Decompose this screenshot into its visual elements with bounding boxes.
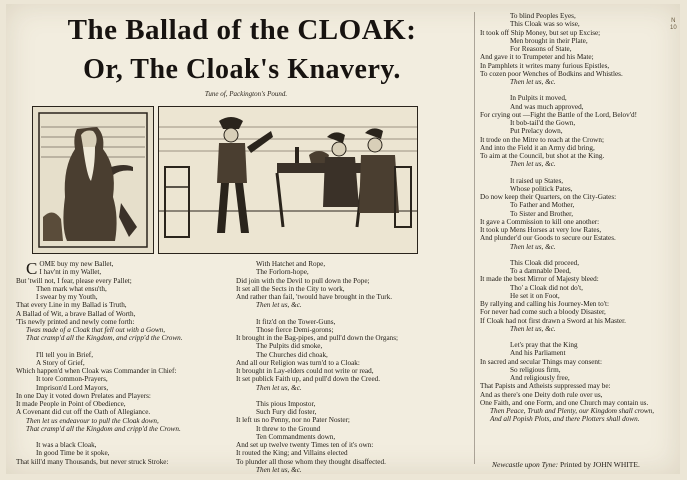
verse-line: It bob-tail'd the Gown, [510,119,576,127]
verse-line: He set it on Foot, [510,291,560,300]
verse-line: It was a black Cloak, [36,441,97,449]
verse-line: For never had come such a bloody Disaster, [480,308,606,317]
verse-line: Men brought in their Plate, [510,36,588,45]
ballad-title: The Ballad of the CLOAK: [67,14,417,46]
verse-line: That Papists and Atheists suppressed may be: [480,382,611,391]
verse-line: That cramp'd all the Kingdom and cripp'd the Crown. [26,424,181,433]
imprint [492,460,684,469]
verse-line: To Father and Mother, [510,201,575,210]
verse-line: And all Popish Plots, and there Plotters shall down. [490,415,640,424]
drop-cap: C [26,259,38,278]
verse-line: And rather than fail, 'twould have brought in the Turk. [236,293,393,301]
verse-line: I swear by my Youth, [36,293,98,301]
verse-line: It trode on the Mitre to reach at the Crown; [480,135,604,144]
verse-line: It threw to the Ground [256,424,321,433]
verse-line: It took off Ship Money, but set up Excise; [480,28,601,37]
ballad-subtitle: Or, The Cloak's Knavery. [83,54,401,85]
verse-line: It routed the King; and Villains elected [236,449,348,458]
verse-line: And all our Religion was turn'd to a Cloak: [236,358,360,367]
woodcut-old-man-image [32,106,154,254]
verse-line: And into the Field it an Army did bring, [480,143,595,152]
verse-line: Twas made of a Cloak that fell out with a Gown, [26,326,166,334]
library-stamp [670,18,677,32]
verse-line: One Faith, and one Form, and one Church may contain us. [480,398,649,407]
verse-line: It made the best Mirror of Majesty bleed: [480,275,599,284]
verse-line: To Sister and Brother, [510,209,574,218]
verse-line: In Pamphlets it writes many furious Epistles, [480,61,610,70]
verse-line [16,433,230,441]
verse-line: Did join with the Devil to pull down the Pope; [236,276,370,285]
verse-line: Then let us endeavour to pull the Cloak down, [26,416,159,425]
verse-line: To plunder all those whom they thought disaffected. [236,457,386,466]
verse-line [16,343,230,351]
verse-line: Imprison'd Lord Mayors, [36,383,109,392]
verse-line: In one Day it voted down Prelates and Players: [16,391,151,400]
verse-line: Those fierce Demi-gorons; [256,325,334,334]
verse-line: And set up twelve twenty Times ten of it's own: [236,441,374,449]
verse-line: In Pulpits it moved, [510,94,567,103]
verse-line: It fitz'd on the Tower-Guns, [256,317,336,326]
verse-line: This pious Impostor, [256,399,316,408]
verse-line: To aim at the Council, but shot at the King. [480,152,605,160]
verse-line: In good Time be it spoke, [36,449,110,458]
verse-line: The Forlorn-hope, [256,268,309,277]
verse-line [480,251,676,259]
verse-line: The Churches did choak, [256,350,328,359]
woodcut-tavern-scene-image [158,106,418,254]
stamp-line-1: N [671,18,676,24]
verse-line: It set publick Faith up, and pull'd down the Creed. [236,375,381,384]
verse-line [480,169,676,177]
verse-line [226,310,472,318]
verse-line: And plunder'd our Goods to secure our Estates. [480,234,616,243]
tune-note: Tune of, Packington's Pound. [204,90,288,98]
verse-line: It took up Mens Horses at very low Rates, [480,226,602,234]
verse-line: That cramp'd all the Kingdom, and cripp'd the Crown. [26,334,183,343]
verse-line: With Hatchet and Rope, [256,260,326,268]
verse-line: It brought in the Bag-pipes, and pull'd down the Organs; [236,334,399,342]
verse-line: Let's pray that the King [510,341,578,349]
verse-line: Then mark what ensu'th, [36,284,107,293]
verse-line: And as there's one Deity doth rule over us, [480,390,603,399]
verse-line: 'Tis newly printed and newly come forth: [16,317,135,326]
verse-line: For crying out —Fight the Battle of the Lord, Belov'd! [480,110,638,119]
verse-line: And gave it to Trumpeter and his Mate; [480,53,594,62]
verse-line: Whose politick Pates, [510,184,573,193]
verse-line: I hav'nt in my Wallet, [39,268,102,277]
verse-column-2 [226,260,472,474]
verse-line: Then let us, &c. [510,78,556,86]
verse-line: Which happen'd when Cloak was Commander in Chief: [16,367,177,375]
verse-line: It gave a Commission to kill one another: [480,217,600,226]
verse-line: It tore Common-Prayers, [36,375,108,384]
verse-line [480,333,676,341]
verse-line: To blind Peoples Eyes, [510,12,576,20]
verse-column-1 [16,260,230,466]
verse-line: It set all the Sects in the City to work, [236,284,345,293]
column-divider [474,12,475,464]
verse-line: To a damnable Deed, [510,267,571,275]
verse-line: For Reasons of State, [510,45,572,53]
verse-line: Tho' a Cloak did not do't, [510,283,583,292]
verse-line: If Cloak had not first drawn a Sword at his Master. [480,316,626,325]
broadside-sheet [6,4,680,474]
verse-line: Then let us, &c. [510,324,556,333]
verse-line: By rallying and calling his Journey-Men to't: [480,300,610,308]
verse-line: To cozen poor Wenches of Bodkins and Whistles. [480,69,623,78]
verse-line: And his Parliament [510,349,566,358]
verse-line: It raised up States, [510,176,564,185]
verse-line: The Pulpits did smoke, [256,342,323,351]
verse-line: That kill'd many Thousands, but never struck Stroke: [16,457,169,466]
verse-line: So religious firm, [510,365,561,374]
stamp-line-2: 10 [670,25,677,31]
imprint-place: Newcastle upon Tyne: [492,460,559,469]
verse-line [480,86,676,94]
verse-line: Do now keep their Quarters, on the City-Gates: [480,193,617,201]
verse-line: And was much approved, [510,102,584,111]
verse-line: Then let us, &c. [510,160,556,169]
verse-line: This Cloak did proceed, [510,258,580,267]
imprint-printer: Printed by JOHN WHITE. [559,460,640,469]
verse-line: It brought in Lay-elders could not write or read, [236,367,374,375]
verse-line: Then Peace, Truth and Plenty, our Kingdom shall crown, [490,407,655,415]
verse-line: Then let us, &c. [256,301,302,310]
verse-line-text: OME buy my new Ballet, [39,260,114,268]
verse-line: Then let us, &c. [256,383,302,392]
verse-line: A Ballad of Wit, a brave Ballad of Worth, [16,309,136,318]
verse-line: Such Fury did foster, [256,408,317,416]
verse-line: That every Line in my Ballad is Truth, [16,301,127,310]
verse-line: It left us no Penny, nor no Pater Noster; [236,416,350,425]
verse-line: Then let us, &c. [256,465,302,474]
verse-line: A Story of Grief, [36,358,85,367]
verse-line: Then let us, &c. [510,242,556,251]
verse-line: It made People in Point of Obedience, [16,400,126,408]
verse-line [226,392,472,400]
verse-line: Ten Commandments down, [256,432,336,441]
verse-line: A Covenant did cut off the Oath of Allegiance. [16,408,151,417]
verse-line: I'll tell you in Brief, [36,350,93,359]
verse-line: And religiously free, [510,374,570,382]
verse-line: But 'twill not, I fear, please every Pallet; [16,276,132,285]
verse-column-3 [480,12,676,424]
verse-line: In sacred and secular Things may consent: [480,357,603,366]
verse-line: Put Prelacy down, [510,127,563,136]
verse-line: This Cloak was so wise, [510,20,580,29]
